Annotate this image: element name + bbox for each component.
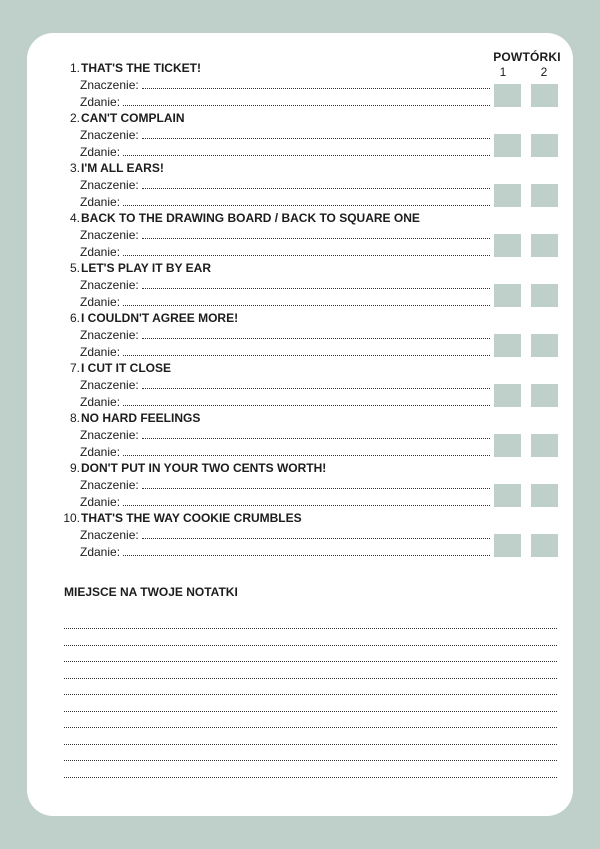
meaning-dotted-line [142,428,490,439]
item-phrase: LET'S PLAY IT BY EAR [81,261,211,275]
item-phrase: I COULDN'T AGREE MORE! [81,311,239,325]
phrase-item [60,261,490,311]
sentence-field[interactable] [80,245,490,262]
item-phrase: BACK TO THE DRAWING BOARD / BACK TO SQUARE ONE [81,211,420,225]
meaning-dotted-line [142,228,490,239]
sentence-label: Zdanie: [80,195,121,209]
revision-checkbox-1[interactable] [494,234,521,257]
revision-column-2: 2 [540,65,548,79]
phrase-item [60,111,490,161]
sentence-dotted-line [123,495,490,506]
sentence-dotted-line [123,245,490,256]
note-line [64,678,557,679]
phrase-item [60,61,490,111]
meaning-field[interactable] [80,78,490,95]
sentence-dotted-line [123,395,490,406]
sentence-dotted-line [123,195,490,206]
meaning-label: Znaczenie: [80,478,139,492]
item-number: 4. [69,211,80,225]
phrase-item [60,361,490,411]
meaning-field[interactable] [80,478,490,495]
meaning-field[interactable] [80,328,490,345]
phrase-item [60,411,490,461]
sentence-field[interactable] [80,445,490,462]
phrase-item [60,511,490,561]
sentence-dotted-line [123,445,490,456]
item-number: 1. [69,61,80,75]
note-line [64,744,557,745]
meaning-dotted-line [142,178,490,189]
meaning-label: Znaczenie: [80,228,139,242]
item-phrase: NO HARD FEELINGS [81,411,201,425]
sentence-field[interactable] [80,195,490,212]
meaning-label: Znaczenie: [80,328,139,342]
revision-checkbox-1[interactable] [494,434,521,457]
revision-checkbox-1[interactable] [494,384,521,407]
revision-checkbox-2[interactable] [531,534,558,557]
meaning-field[interactable] [80,528,490,545]
item-number: 9. [69,461,80,475]
item-phrase: CAN'T COMPLAIN [81,111,185,125]
meaning-field[interactable] [80,378,490,395]
sentence-label: Zdanie: [80,445,121,459]
note-line [64,711,557,712]
item-phrase: THAT'S THE TICKET! [81,61,201,75]
sentence-field[interactable] [80,295,490,312]
meaning-label: Znaczenie: [80,78,139,92]
meaning-dotted-line [142,328,490,339]
sentence-field[interactable] [80,395,490,412]
meaning-dotted-line [142,478,490,489]
item-number: 10. [63,511,80,525]
item-phrase: DON'T PUT IN YOUR TWO CENTS WORTH! [81,461,327,475]
sentence-field[interactable] [80,495,490,512]
item-number: 7. [69,361,80,375]
meaning-label: Znaczenie: [80,278,139,292]
sentence-label: Zdanie: [80,495,121,509]
note-line [64,777,557,778]
sentence-field[interactable] [80,345,490,362]
phrase-item [60,311,490,361]
meaning-label: Znaczenie: [80,128,139,142]
meaning-label: Znaczenie: [80,428,139,442]
sentence-field[interactable] [80,545,490,562]
item-phrase: I'M ALL EARS! [81,161,164,175]
revision-checkbox-2[interactable] [531,384,558,407]
meaning-field[interactable] [80,178,490,195]
phrase-item [60,211,490,261]
revision-checkbox-1[interactable] [494,534,521,557]
meaning-field[interactable] [80,128,490,145]
revision-checkbox-2[interactable] [531,134,558,157]
note-line [64,760,557,761]
revisions-header [493,50,561,79]
item-phrase: THAT'S THE WAY COOKIE CRUMBLES [81,511,302,525]
revision-checkbox-1[interactable] [494,84,521,107]
revision-checkbox-2[interactable] [531,84,558,107]
sentence-label: Zdanie: [80,95,121,109]
revision-checkbox-2[interactable] [531,484,558,507]
phrase-item [60,461,490,511]
meaning-field[interactable] [80,428,490,445]
revision-checkbox-1[interactable] [494,134,521,157]
sentence-label: Zdanie: [80,545,121,559]
note-line [64,645,557,646]
revision-checkbox-1[interactable] [494,334,521,357]
revision-checkbox-1[interactable] [494,284,521,307]
meaning-dotted-line [142,278,490,289]
sentence-dotted-line [123,545,490,556]
note-line [64,694,557,695]
item-number: 2. [69,111,80,125]
revision-checkbox-2[interactable] [531,284,558,307]
meaning-label: Znaczenie: [80,528,139,542]
revision-checkbox-1[interactable] [494,184,521,207]
sentence-dotted-line [123,345,490,356]
item-number: 8. [69,411,80,425]
sentence-dotted-line [123,295,490,306]
meaning-label: Znaczenie: [80,378,139,392]
revisions-title: POWTÓRKI [493,50,561,64]
item-number: 6. [69,311,80,325]
meaning-label: Znaczenie: [80,178,139,192]
revision-checkbox-2[interactable] [531,434,558,457]
meaning-field[interactable] [80,278,490,295]
item-number: 3. [69,161,80,175]
revision-checkbox-2[interactable] [531,184,558,207]
meaning-dotted-line [142,528,490,539]
meaning-dotted-line [142,378,490,389]
revision-checkbox-2[interactable] [531,334,558,357]
sentence-label: Zdanie: [80,295,121,309]
note-line [64,628,557,629]
sentence-dotted-line [123,145,490,156]
sentence-dotted-line [123,95,490,106]
sentence-label: Zdanie: [80,395,121,409]
item-phrase: I CUT IT CLOSE [81,361,171,375]
sentence-label: Zdanie: [80,145,121,159]
meaning-field[interactable] [80,228,490,245]
phrase-item [60,161,490,211]
sentence-label: Zdanie: [80,245,121,259]
meaning-dotted-line [142,78,490,89]
sentence-label: Zdanie: [80,345,121,359]
revision-column-1: 1 [499,65,507,79]
sentence-field[interactable] [80,95,490,112]
revision-checkbox-1[interactable] [494,484,521,507]
meaning-dotted-line [142,128,490,139]
revision-checkbox-2[interactable] [531,234,558,257]
note-line [64,727,557,728]
item-number: 5. [69,261,80,275]
notes-title: MIEJSCE NA TWOJE NOTATKI [64,585,238,599]
sentence-field[interactable] [80,145,490,162]
note-line [64,661,557,662]
